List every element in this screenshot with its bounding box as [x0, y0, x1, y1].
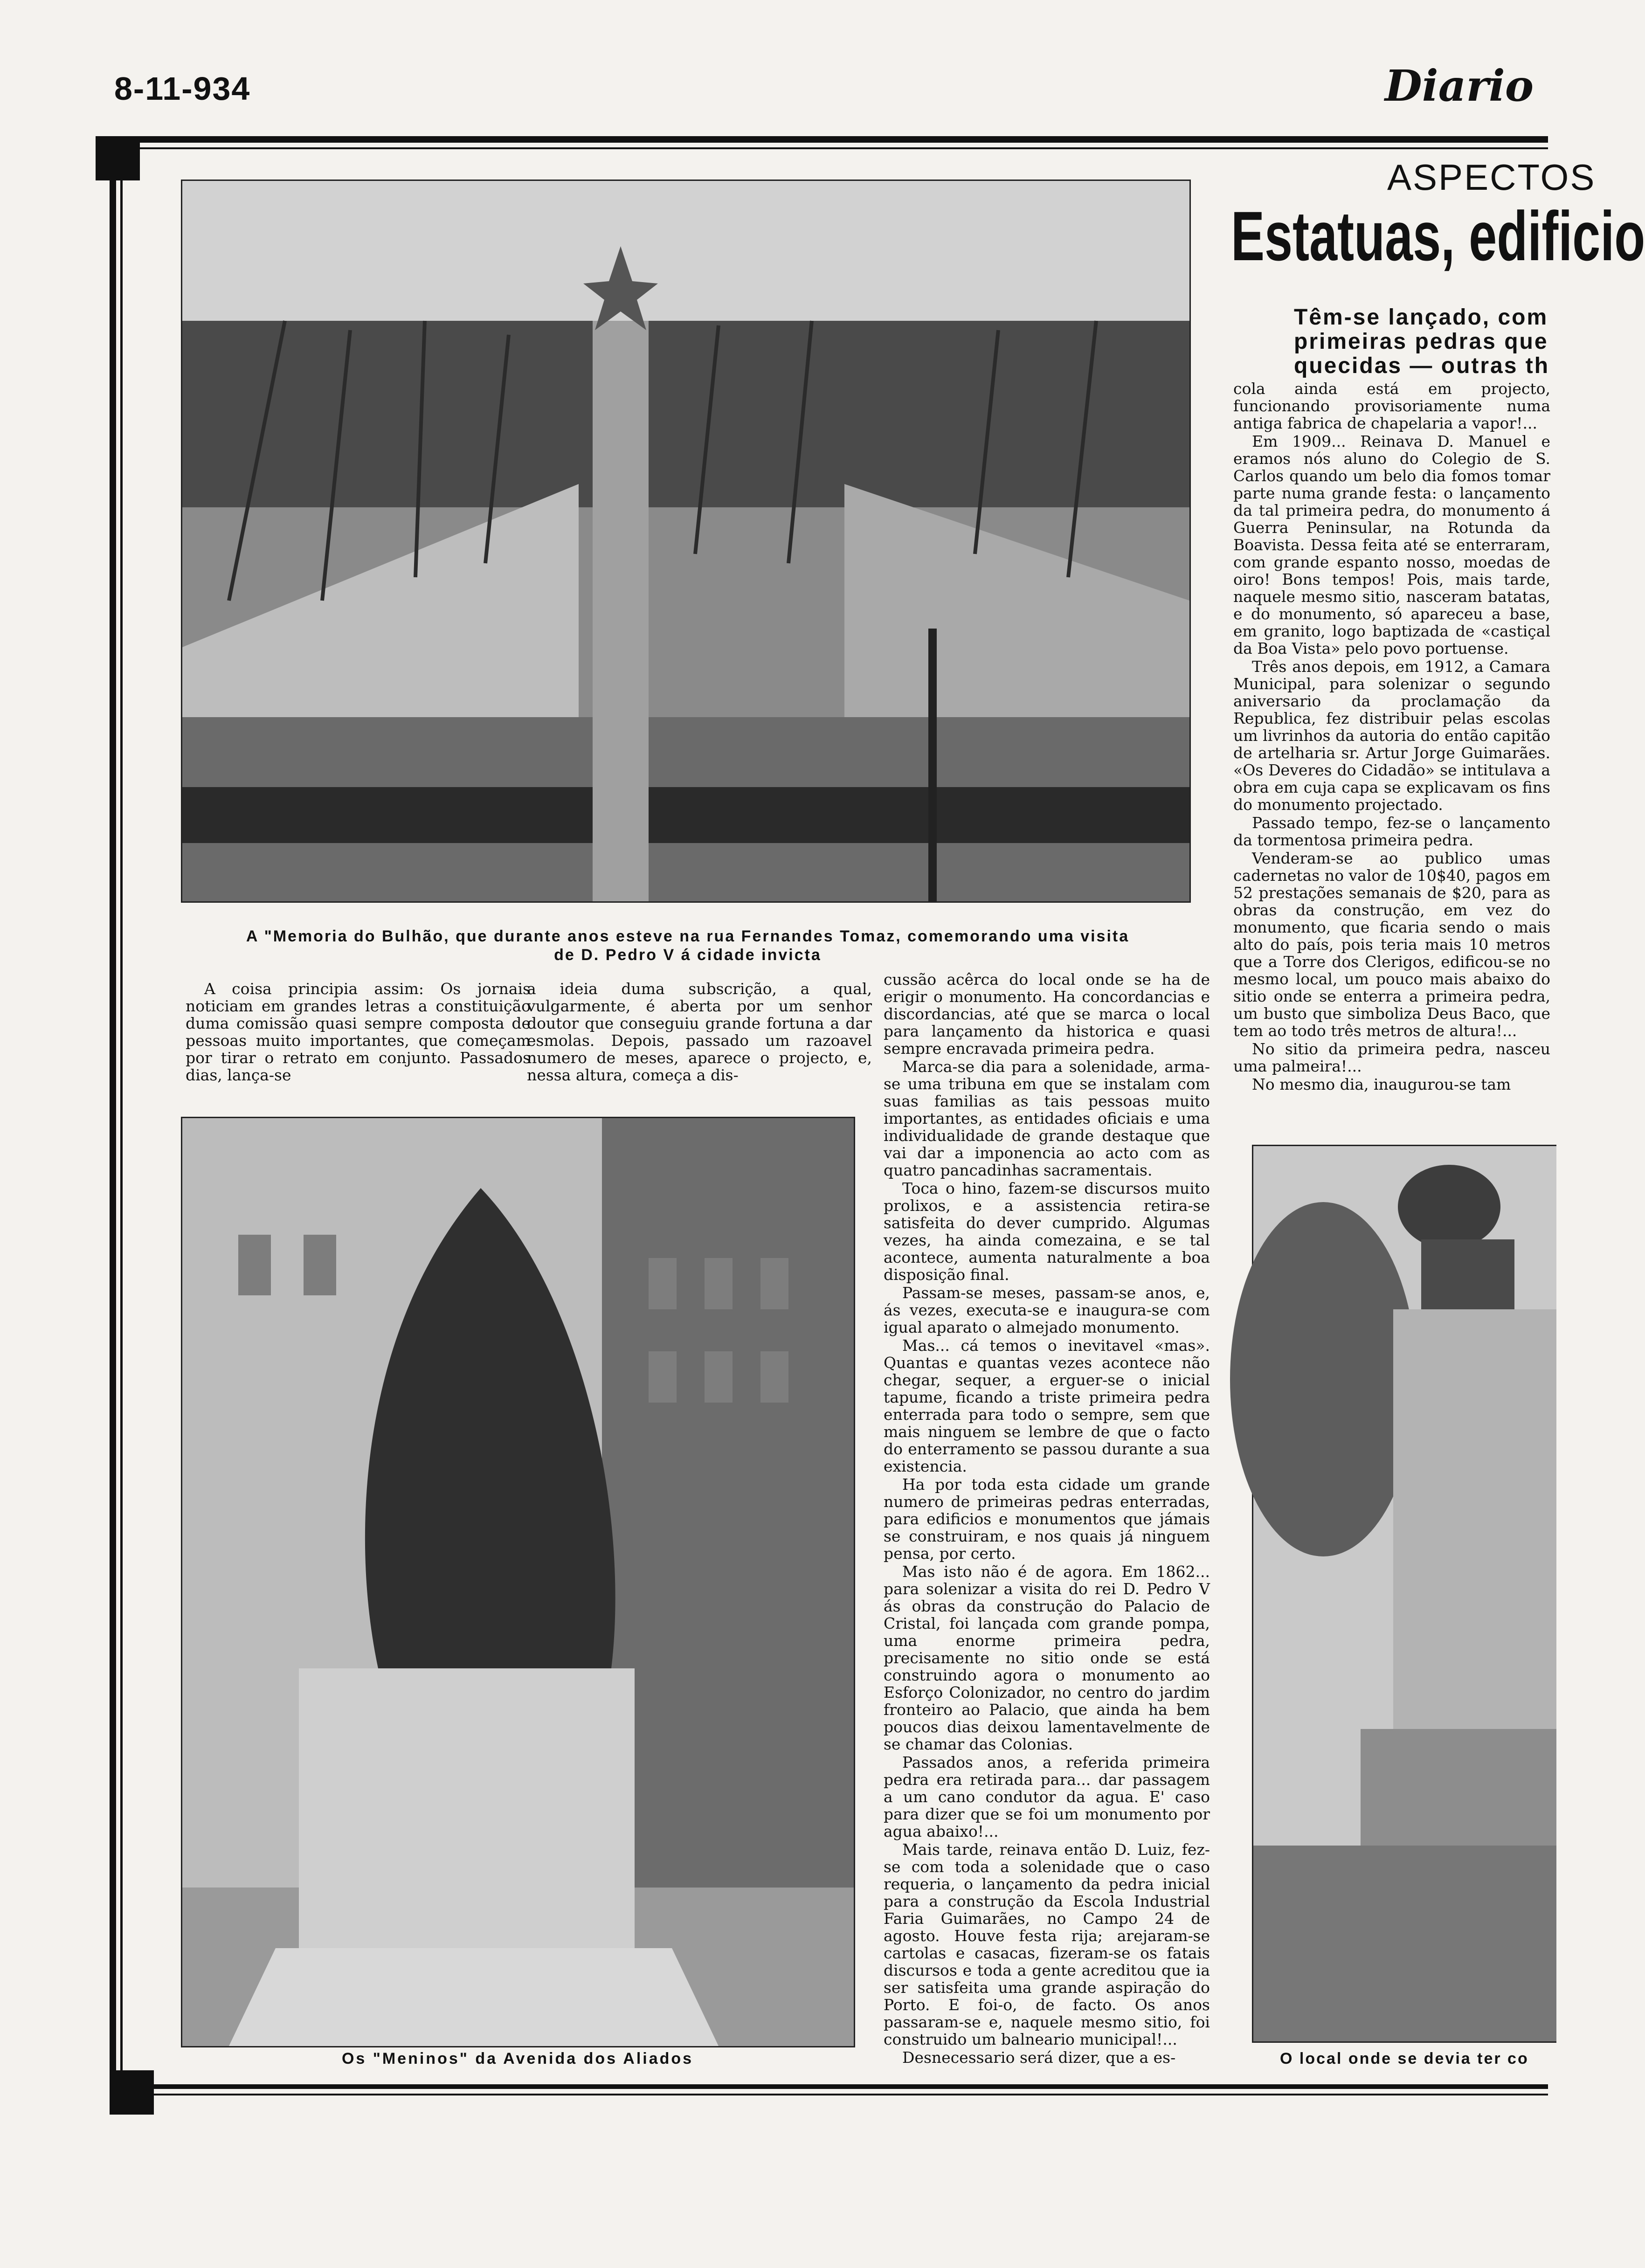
newspaper-name: Diario [1385, 61, 1534, 111]
paragraph: Ha por toda esta cidade um grande numero de primeiras pedras enterradas, para edificios e monumentos que jámais se construiram, e nos quais já ninguem pensa, por certo. [884, 1475, 1210, 1563]
article-column-2 [527, 980, 872, 1085]
top-rule [110, 136, 1548, 143]
headline-clip [1231, 196, 1645, 298]
paragraph: cola ainda está em projecto, funcionando provisoriamente numa antiga fabrica de chapelaria a vapor!... [1233, 380, 1550, 432]
paragraph: No sitio da primeira pedra, nasceu uma palmeira!... [1233, 1040, 1550, 1075]
caption-local: O local onde se devia ter co [1280, 2050, 1529, 2067]
paragraph: No mesmo dia, inaugurou-se tam [1252, 1075, 1511, 1093]
paragraph: Em 1909... Reinava D. Manuel e eramos nós aluno do Colegio de S. Carlos quando um belo dia fomos tomar parte numa grande festa: o lançamento da tal primeira pedra, do monumento á Guerra Peninsular, na Rotunda da Boavista. Dessa feita até se enterraram, com grande espanto nosso, moedas de oiro! Bons tempos! Pois, mais tarde, naquele mesmo sitio, nasceram batatas, e do monumento, só apareceu a base, em granito, logo baptizada de «castiçal da Boa Vista» pelo povo portuense. [1233, 432, 1550, 657]
headline: Estatuas, edificio [1231, 197, 1645, 275]
subhead-line-2: primeiras pedras que [1294, 329, 1548, 354]
top-rule-thin [110, 147, 1548, 149]
corner-block-bottom [110, 2070, 154, 2115]
paragraph: Desnecessario será dizer, que a es- [902, 2048, 1176, 2067]
left-rule-thin [120, 136, 123, 2095]
subhead-line-3: quecidas — outras th [1294, 353, 1550, 378]
subhead-line-1: Têm-se lançado, com [1294, 305, 1548, 330]
article-column-3 [884, 970, 1210, 2067]
bottom-rule-thin [110, 2094, 1548, 2095]
article-column-1 [186, 980, 531, 1085]
photo-bust-monument [1252, 1145, 1556, 2043]
paragraph: A coisa principia assim: Os jornais noticiam em grandes letras a constituição duma comissão quasi sempre composta de pessoas muito importantes, que começam por tirar o retrato em conjunto. Passados dias, lança-se [186, 980, 531, 1084]
paragraph: Passado tempo, fez-se o lançamento da tormentosa primeira pedra. [1233, 814, 1550, 849]
section-kicker: ASPECTOS [1387, 157, 1596, 198]
caption-bulhao-line2: de D. Pedro V á cidade invicta [554, 946, 822, 964]
caption-meninos: Os "Meninos" da Avenida dos Aliados [341, 2050, 694, 2067]
caption-bulhao [173, 927, 1203, 964]
subhead [1294, 305, 1555, 378]
article-right-column [1233, 380, 1550, 1121]
photo-meninos-statue [181, 1117, 855, 2047]
paragraph: Mas... cá temos o inevitavel «mas». Quantas e quantas vezes acontece não chegar, sequer, a erguer-se o inicial tapume, ficando a triste primeira pedra enterrada para todo o sempre, sem que mais ninguem se lembre de que o facto do enterramento se passou durante a sua existencia. [884, 1336, 1210, 1475]
photo-bulhao-market [181, 180, 1191, 903]
paragraph: cussão acêrca do local onde se ha de erigir o monumento. Ha concordancias e discordancias, até que se marca o local para lançamento da historica e quasi sempre encravada primeira pedra. [884, 970, 1210, 1058]
bottom-rule [110, 2084, 1548, 2089]
issue-date: 8-11-934 [114, 70, 251, 107]
paragraph: Toca o hino, fazem-se discursos muito prolixos, e a assistencia retira-se satisfeita do dever cumprido. Algumas vezes, ha ainda comezaina, e se tal acontece, aumenta naturalmente a boa disposição final. [884, 1179, 1210, 1284]
paragraph: Mais tarde, reinava então D. Luiz, fez-se com toda a solenidade que o caso requeria, o lançamento da pedra inicial para a construção da Escola Industrial Faria Guimarães, no Campo 24 de agosto. Houve festa rija; arejaram-se cartolas e casacas, fizeram-se os fatais discursos e toda a gente acreditou que ia ser satisfeita uma grande aspiração do Porto. E foi-o, de facto. Os anos passaram-se e, naquele mesmo sitio, foi construido um balneario municipal!... [884, 1840, 1210, 2048]
paragraph: a ideia duma subscrição, a qual, vulgarmente, é aberta por um senhor doutor que conseguiu grande fortuna a dar esmolas. Depois, passado um razoavel numero de meses, aparece o projecto, e, nessa altura, começa a dis- [527, 980, 872, 1084]
paragraph: Marca-se dia para a solenidade, arma-se uma tribuna em que se instalam com suas familias as tais pessoas muito importantes, as entidades oficiais e uma individualidade de grande destaque que vai dar a imponencia ao acto com as quatro pancadinhas sacramentais. [884, 1058, 1210, 1179]
paragraph: Passados anos, a referida primeira pedra era retirada para... dar passagem a um cano condutor da agua. E' caso para dizer que se foi um monumento por agua abaixo!... [884, 1753, 1210, 1840]
corner-block-top [96, 136, 140, 180]
paragraph: Três anos depois, em 1912, a Camara Municipal, para solenizar o segundo aniversario da proclamação da Republica, fez distribuir pelas escolas um livrinhos da autoria do então capitão de artelharia sr. Artur Jorge Guimarães. «Os Deveres do Cidadão» se intitulava a obra em cuja capa se explicavam os fins do monumento projectado. [1233, 657, 1550, 814]
paragraph: Passam-se meses, passam-se anos, e, ás vezes, executa-se e inaugura-se com igual aparato o almejado monumento. [884, 1284, 1210, 1336]
caption-bulhao-line1: A "Memoria do Bulhão, que durante anos esteve na rua Fernandes Tomaz, comemorando uma visita [246, 927, 1130, 945]
paragraph: Venderam-se ao publico umas cadernetas no valor de 10$40, pagos em 52 prestações semanais de $20, para as obras da construção, em vez do monumento, que ficaria sendo o mais alto do país, pois teria mais 10 metros que a Torre dos Clerigos, edificou-se no mesmo local, um pouco mais abaixo do sitio onde se enterra a primeira pedra, um busto que simboliza Deus Baco, que tem ao todo três metros de altura!... [1233, 849, 1550, 1040]
left-rule [110, 136, 116, 2095]
paragraph: Mas isto não é de agora. Em 1862... para solenizar a visita do rei D. Pedro V ás obras da construção do Palacio de Cristal, foi lançada com grande pompa, uma enorme primeira pedra, precisamente no sitio onde se está construindo agora o monumento ao Esforço Colonizador, no centro do jardim fronteiro ao Palacio, que ainda ha bem poucos dias deixou lamentavelmente de se chamar das Colonias. [884, 1563, 1210, 1753]
